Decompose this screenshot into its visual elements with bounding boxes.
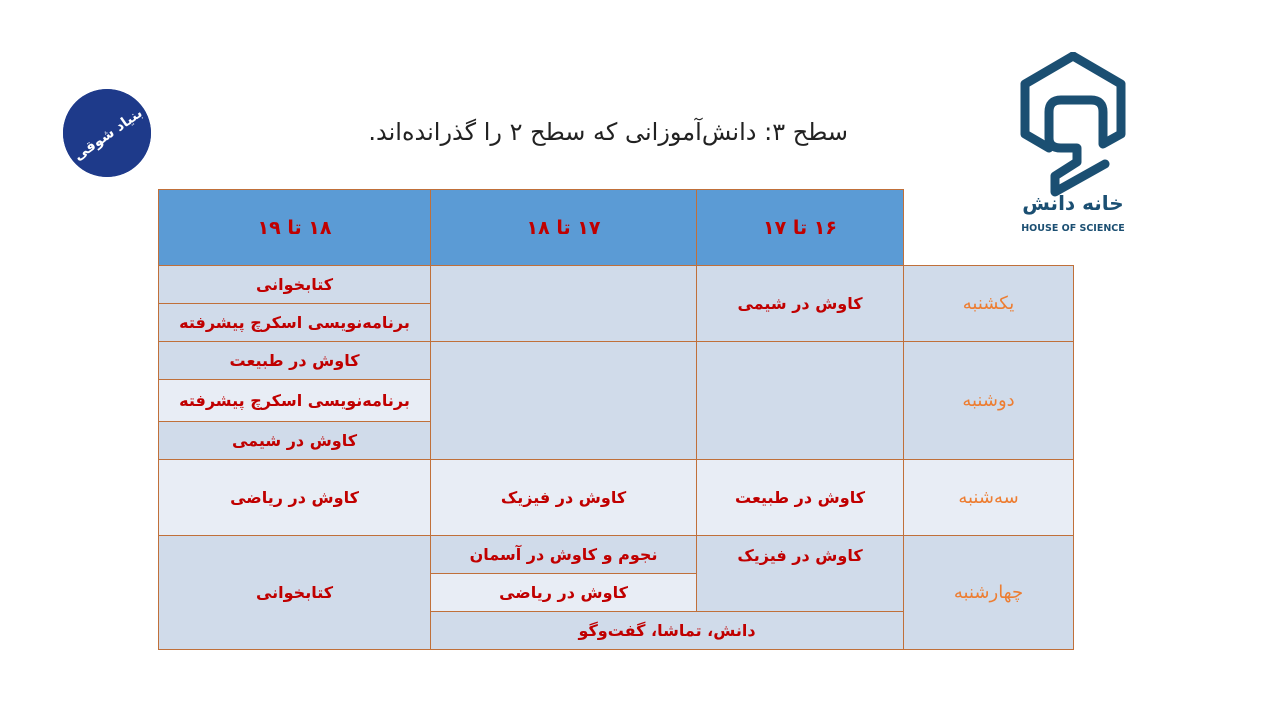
monday-16 — [696, 341, 904, 460]
sunday-18-b: برنامه‌نویسی اسکرچ پیشرفته — [158, 303, 431, 342]
day-tuesday: سه‌شنبه — [903, 459, 1074, 536]
sunday-18-a: کتابخوانی — [158, 265, 431, 304]
header-17-18: ۱۷ تا ۱۸ — [430, 189, 697, 266]
bonyad-shoghi-logo — [63, 89, 151, 177]
tuesday-18: کاوش در ریاضی — [158, 459, 431, 536]
day-monday: دوشنبه — [903, 341, 1074, 460]
monday-18-c: کاوش در شیمی — [158, 421, 431, 460]
day-wednesday: چهارشنبه — [903, 535, 1074, 650]
header-16-17: ۱۶ تا ۱۷ — [696, 189, 904, 266]
bonyad-shoghi-emblem-icon — [63, 89, 151, 177]
sunday-16: کاوش در شیمی — [696, 265, 904, 342]
tuesday-17: کاوش در فیزیک — [430, 459, 697, 536]
wednesday-16-18: دانش، تماشا، گفت‌وگو — [430, 611, 904, 650]
sunday-17 — [430, 265, 697, 342]
svg-text:HOUSE OF SCIENCE: HOUSE OF SCIENCE — [1021, 223, 1125, 234]
schedule-table — [159, 190, 1075, 652]
page-title: سطح ۳: دانش‌آموزانی که سطح ۲ را گذرانده‌اند. — [368, 118, 848, 146]
svg-text:خانه دانش: خانه دانش — [1022, 191, 1124, 215]
wednesday-17-b: کاوش در ریاضی — [430, 573, 697, 612]
header-corner — [903, 189, 1074, 266]
day-sunday: یکشنبه — [903, 265, 1074, 342]
monday-18-a: کاوش در طبیعت — [158, 341, 431, 380]
svg-text:بنیاد شوقی: بنیاد شوقی — [70, 105, 146, 165]
header-18-19: ۱۸ تا ۱۹ — [158, 189, 431, 266]
wednesday-18: کتابخوانی — [158, 535, 431, 650]
monday-18-b: برنامه‌نویسی اسکرچ پیشرفته — [158, 379, 431, 422]
tuesday-16: کاوش در طبیعت — [696, 459, 904, 536]
monday-17 — [430, 341, 697, 460]
wednesday-17-a: نجوم و کاوش در آسمان — [430, 535, 697, 574]
wednesday-16: کاوش در فیزیک — [696, 535, 904, 612]
